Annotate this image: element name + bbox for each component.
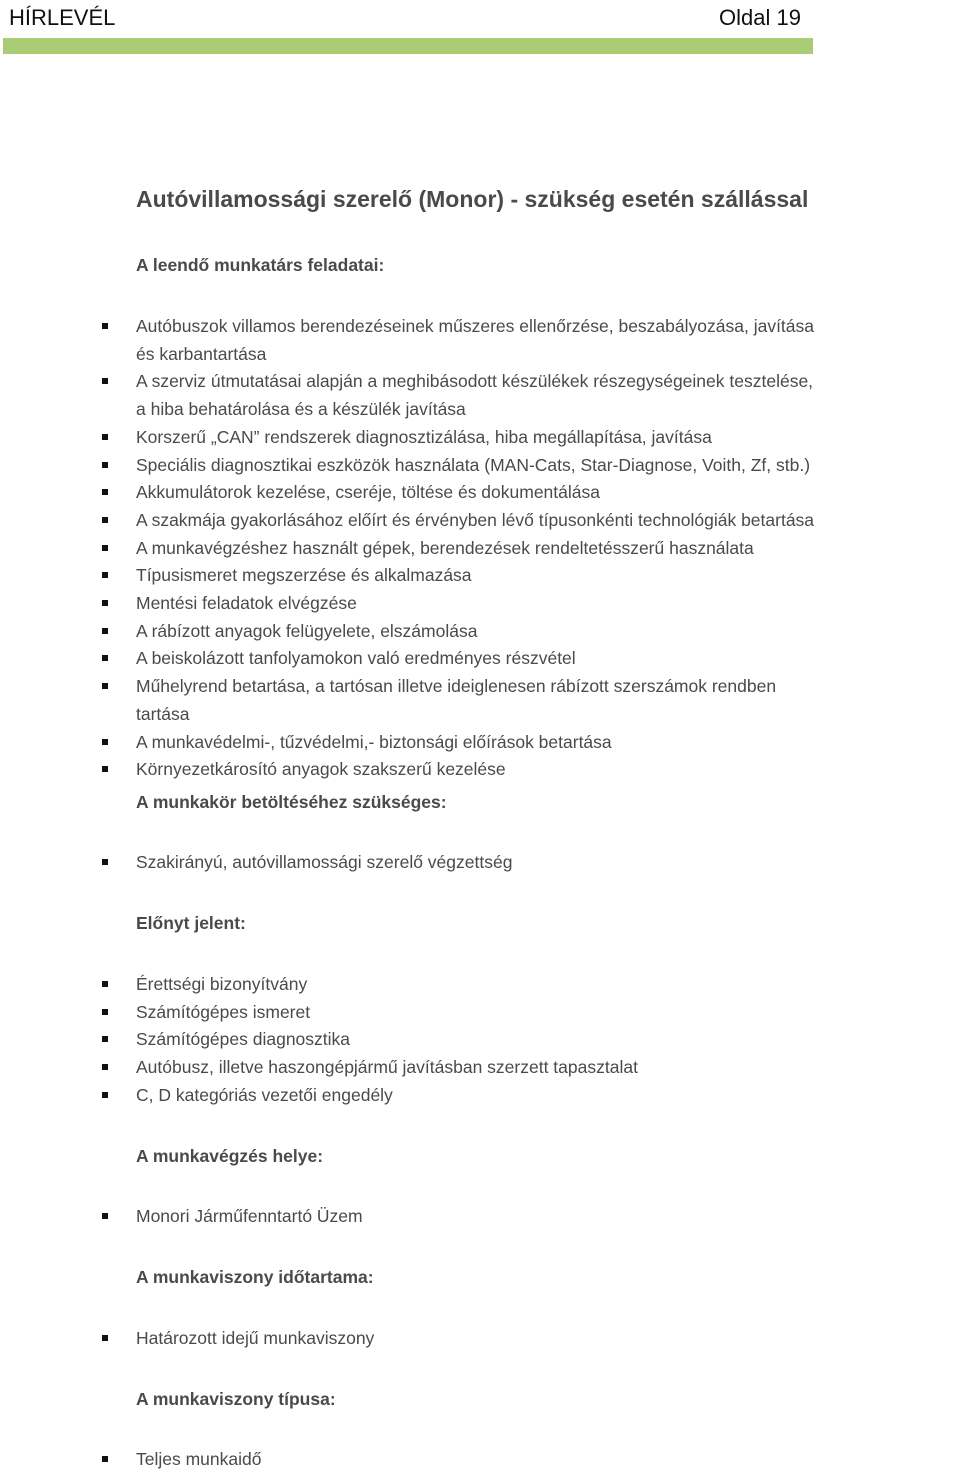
list-item [0, 999, 824, 1027]
list-item [0, 1054, 824, 1082]
bullet-icon [102, 628, 108, 634]
list-item-text: Szakirányú, autóvillamossági szerelő végzettség [136, 852, 513, 872]
page-number: Oldal 19 [719, 5, 801, 30]
page-header [0, 0, 960, 38]
list-item-text: Akkumulátorok kezelése, cseréje, töltése és dokumentálása [136, 482, 600, 503]
list-item-text: Speciális diagnosztikai eszközök használata (MAN-Cats, Star-Diagnose, Voith, Zf, stb.) [136, 454, 811, 475]
list-item [0, 1082, 824, 1110]
list-item-text: Típusismeret megszerzése és alkalmazása [136, 565, 472, 586]
list-item [0, 535, 824, 563]
employment-type-list [0, 1446, 824, 1474]
section-heading-tasks: A leendő munkatárs feladatai: [136, 255, 385, 275]
list-item-text: C, D kategóriás vezetői engedély [136, 1084, 393, 1105]
list-item [0, 313, 824, 368]
bullet-icon [102, 1036, 108, 1042]
list-item-text: A szakmája gyakorlásához előírt és érvényben lévő típusonkénti technológiák betartása [136, 509, 815, 530]
list-item [0, 590, 824, 618]
list-item-text: Teljes munkaidő [136, 1449, 262, 1469]
bullet-icon [102, 323, 108, 329]
list-item-text: Monori Járműfenntartó Üzem [136, 1206, 363, 1226]
section-heading-requirements: A munkakör betöltéséhez szükséges: [136, 792, 447, 812]
list-item [0, 452, 824, 480]
bullet-icon [102, 517, 108, 523]
list-item-text: Mentési feladatok elvégzése [136, 593, 357, 614]
list-item-text: Környezetkárosító anyagok szakszerű kezelése [136, 759, 506, 780]
bullet-icon [102, 683, 108, 689]
list-item-text: Érettségi bizonyítvány [136, 974, 308, 994]
list-item-text: Autóbuszok villamos berendezéseinek műszeres ellenőrzése, beszabályozása, javítása és karbantartása [136, 316, 815, 364]
list-item-text: Számítógépes diagnosztika [136, 1029, 351, 1050]
bullet-icon [102, 655, 108, 661]
bullet-icon [102, 378, 108, 384]
bullet-icon [102, 489, 108, 495]
bullet-icon [102, 1213, 108, 1219]
list-item [0, 673, 824, 728]
bullet-icon [102, 545, 108, 551]
list-item [0, 479, 824, 507]
list-item-text: A szerviz útmutatásai alapján a meghibásodott készülékek részegységeinek tesztelése, a hiba behatárolása és a készülék javítása [136, 371, 814, 420]
list-item-text: A munkavédelmi-, tűzvédelmi,- biztonsági előírások betartása [136, 731, 612, 752]
list-item [0, 729, 824, 757]
list-item [0, 424, 824, 452]
section-heading-workplace: A munkavégzés helye: [136, 1146, 324, 1166]
list-item [0, 1026, 824, 1054]
section-heading-duration: A munkaviszony időtartama: [136, 1267, 374, 1287]
bullet-icon [102, 1092, 108, 1098]
bullet-icon [102, 600, 108, 606]
list-item [0, 1446, 824, 1474]
advantages-list [0, 971, 824, 1110]
list-item [0, 1203, 824, 1231]
list-item-text: A munkavégzéshez használt gépek, berendezések rendeltetésszerű használata [136, 537, 754, 558]
bullet-icon [102, 572, 108, 578]
list-item-text: Műhelyrend betartása, a tartósan illetve ideiglenesen rábízott szerszámok rendben tartása [136, 676, 777, 724]
job-title: Autóvillamossági szerelő (Monor) - szükség esetén szállással [136, 186, 809, 212]
bullet-icon [102, 981, 108, 987]
bullet-icon [102, 1064, 108, 1070]
list-item [0, 368, 824, 423]
list-item-text: Számítógépes ismeret [136, 1001, 311, 1022]
bullet-icon [102, 462, 108, 468]
list-item [0, 562, 824, 590]
bullet-icon [102, 859, 108, 865]
list-item [0, 1325, 824, 1353]
list-item-text: Korszerű „CAN” rendszerek diagnosztizálása, hiba megállapítása, javítása [136, 426, 712, 447]
list-item-text: A rábízott anyagok felügyelete, elszámolása [136, 620, 478, 641]
section-heading-employment-type: A munkaviszony típusa: [136, 1389, 336, 1409]
list-item [0, 756, 824, 784]
header-accent-bar [3, 38, 813, 54]
list-item-text: A beiskolázott tanfolyamokon való eredményes részvétel [136, 648, 576, 669]
bullet-icon [102, 739, 108, 745]
list-item [0, 507, 824, 535]
bullet-icon [102, 434, 108, 440]
bullet-icon [102, 1456, 108, 1462]
tasks-list [0, 313, 824, 784]
workplace-list [0, 1203, 824, 1231]
section-heading-advantages: Előnyt jelent: [136, 913, 246, 933]
newsletter-title: HÍRLEVÉL [9, 5, 116, 30]
bullet-icon [102, 1009, 108, 1015]
bullet-icon [102, 1335, 108, 1341]
requirements-list [0, 849, 824, 877]
list-item-text: Határozott idejű munkaviszony [136, 1328, 375, 1348]
list-item-text: Autóbusz, illetve haszongépjármű javításban szerzett tapasztalat [136, 1057, 638, 1078]
list-item [0, 618, 824, 646]
bullet-icon [102, 766, 108, 772]
list-item [0, 645, 824, 673]
list-item [0, 971, 824, 999]
list-item [0, 849, 824, 877]
duration-list [0, 1325, 824, 1353]
